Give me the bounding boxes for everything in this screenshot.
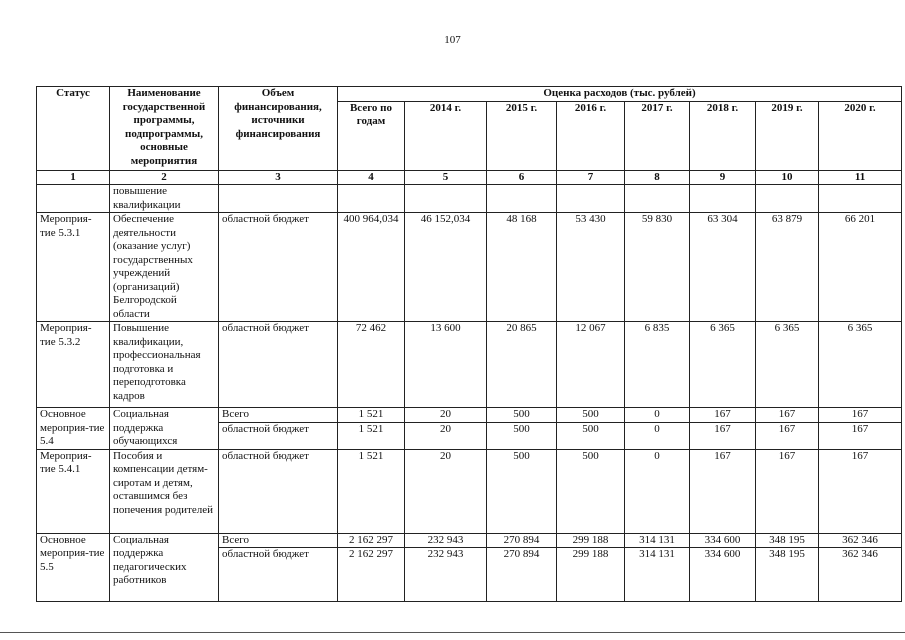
row-year-value: 362 346 xyxy=(819,533,902,548)
header-status: Статус xyxy=(37,87,110,171)
row-year-value: 232 943 xyxy=(405,533,487,548)
column-number: 11 xyxy=(819,170,902,185)
row-total: 1 521 xyxy=(338,449,405,533)
row-year-value xyxy=(690,185,756,213)
table-row xyxy=(37,533,902,548)
row-source: областной бюджет xyxy=(219,548,338,602)
column-number: 5 xyxy=(405,170,487,185)
row-year-value: 334 600 xyxy=(690,548,756,602)
row-year-value: 167 xyxy=(756,422,819,449)
table-row xyxy=(37,449,902,533)
row-year-value: 20 xyxy=(405,449,487,533)
row-year-value: 63 879 xyxy=(756,213,819,322)
table-row xyxy=(37,185,902,213)
row-year-value: 20 865 xyxy=(487,322,557,408)
header-year: 2015 г. xyxy=(487,101,557,170)
row-year-value: 299 188 xyxy=(557,533,625,548)
row-year-value: 500 xyxy=(487,449,557,533)
row-source xyxy=(219,185,338,213)
page-number: 107 xyxy=(444,34,461,46)
row-source: областной бюджет xyxy=(219,213,338,322)
column-number: 1 xyxy=(37,170,110,185)
row-year-value: 299 188 xyxy=(557,548,625,602)
table-row xyxy=(37,213,902,322)
header-year: 2020 г. xyxy=(819,101,902,170)
row-year-value: 66 201 xyxy=(819,213,902,322)
row-source: областной бюджет xyxy=(219,449,338,533)
row-status: Основное мероприя-тие 5.4 xyxy=(37,408,110,450)
row-year-value: 500 xyxy=(487,422,557,449)
row-year-value: 46 152,034 xyxy=(405,213,487,322)
row-status: Мероприя-тие 5.3.1 xyxy=(37,213,110,322)
row-status: Мероприя-тие 5.4.1 xyxy=(37,449,110,533)
table-row xyxy=(37,408,902,423)
row-year-value: 232 943 xyxy=(405,548,487,602)
row-year-value: 6 365 xyxy=(756,322,819,408)
row-year-value: 270 894 xyxy=(487,548,557,602)
row-year-value: 362 346 xyxy=(819,548,902,602)
header-volume: Объем финансирования, источники финансирования xyxy=(219,87,338,171)
header-year: 2018 г. xyxy=(690,101,756,170)
row-year-value: 63 304 xyxy=(690,213,756,322)
column-number: 10 xyxy=(756,170,819,185)
row-name: Пособия и компенсации детям-сиротам и детям, оставшимся без попечения родителей xyxy=(110,449,219,533)
row-status: Основное мероприя-тие 5.5 xyxy=(37,533,110,602)
row-source: Всего xyxy=(219,533,338,548)
row-year-value: 314 131 xyxy=(625,533,690,548)
row-total: 1 521 xyxy=(338,422,405,449)
header-year: 2019 г. xyxy=(756,101,819,170)
row-year-value xyxy=(819,185,902,213)
row-year-value: 13 600 xyxy=(405,322,487,408)
row-status xyxy=(37,185,110,213)
row-status: Мероприя-тие 5.3.2 xyxy=(37,322,110,408)
column-number: 2 xyxy=(110,170,219,185)
row-total: 1 521 xyxy=(338,408,405,423)
row-year-value: 167 xyxy=(756,408,819,423)
header-year: 2014 г. xyxy=(405,101,487,170)
row-year-value: 0 xyxy=(625,408,690,423)
row-name: Социальная поддержка обучающихся xyxy=(110,408,219,450)
row-total: 72 462 xyxy=(338,322,405,408)
column-number: 6 xyxy=(487,170,557,185)
row-year-value: 167 xyxy=(819,449,902,533)
row-name: Социальная поддержка педагогических работников xyxy=(110,533,219,602)
row-year-value: 48 168 xyxy=(487,213,557,322)
row-year-value: 167 xyxy=(690,422,756,449)
row-year-value: 167 xyxy=(756,449,819,533)
header-estimate: Оценка расходов (тыс. рублей) xyxy=(338,87,902,102)
row-total xyxy=(338,185,405,213)
column-number: 8 xyxy=(625,170,690,185)
row-year-value xyxy=(487,185,557,213)
row-year-value: 6 365 xyxy=(819,322,902,408)
header-year: 2017 г. xyxy=(625,101,690,170)
row-year-value: 167 xyxy=(690,449,756,533)
row-year-value xyxy=(557,185,625,213)
row-year-value xyxy=(625,185,690,213)
column-number: 4 xyxy=(338,170,405,185)
column-number: 9 xyxy=(690,170,756,185)
row-year-value: 12 067 xyxy=(557,322,625,408)
header-year: 2016 г. xyxy=(557,101,625,170)
row-year-value: 500 xyxy=(487,408,557,423)
row-year-value: 270 894 xyxy=(487,533,557,548)
budget-table xyxy=(36,86,902,602)
row-year-value: 59 830 xyxy=(625,213,690,322)
row-year-value: 334 600 xyxy=(690,533,756,548)
row-total: 400 964,034 xyxy=(338,213,405,322)
row-year-value: 6 835 xyxy=(625,322,690,408)
row-source: областной бюджет xyxy=(219,422,338,449)
row-year-value: 167 xyxy=(819,408,902,423)
row-name: повышение квалификации xyxy=(110,185,219,213)
row-name: Повышение квалификации, профессиональная подготовка и переподготовка кадров xyxy=(110,322,219,408)
column-number: 3 xyxy=(219,170,338,185)
row-year-value: 167 xyxy=(690,408,756,423)
table-row xyxy=(37,322,902,408)
row-year-value: 0 xyxy=(625,422,690,449)
row-year-value: 20 xyxy=(405,408,487,423)
row-year-value: 348 195 xyxy=(756,533,819,548)
row-total: 2 162 297 xyxy=(338,548,405,602)
row-year-value: 314 131 xyxy=(625,548,690,602)
row-source: областной бюджет xyxy=(219,322,338,408)
row-year-value: 500 xyxy=(557,422,625,449)
row-source: Всего xyxy=(219,408,338,423)
row-year-value: 6 365 xyxy=(690,322,756,408)
row-year-value: 167 xyxy=(819,422,902,449)
row-year-value xyxy=(756,185,819,213)
column-number: 7 xyxy=(557,170,625,185)
row-year-value: 0 xyxy=(625,449,690,533)
header-total: Всего по годам xyxy=(338,101,405,170)
row-year-value: 348 195 xyxy=(756,548,819,602)
row-name: Обеспечение деятельности (оказание услуг) государственных учреждений (организаций) Белгородской области xyxy=(110,213,219,322)
row-year-value: 500 xyxy=(557,449,625,533)
page-bottom-rule xyxy=(0,632,905,633)
row-total: 2 162 297 xyxy=(338,533,405,548)
row-year-value xyxy=(405,185,487,213)
header-name: Наименование государственной программы, подпрограммы, основные мероприятия xyxy=(110,87,219,171)
row-year-value: 500 xyxy=(557,408,625,423)
row-year-value: 20 xyxy=(405,422,487,449)
row-year-value: 53 430 xyxy=(557,213,625,322)
